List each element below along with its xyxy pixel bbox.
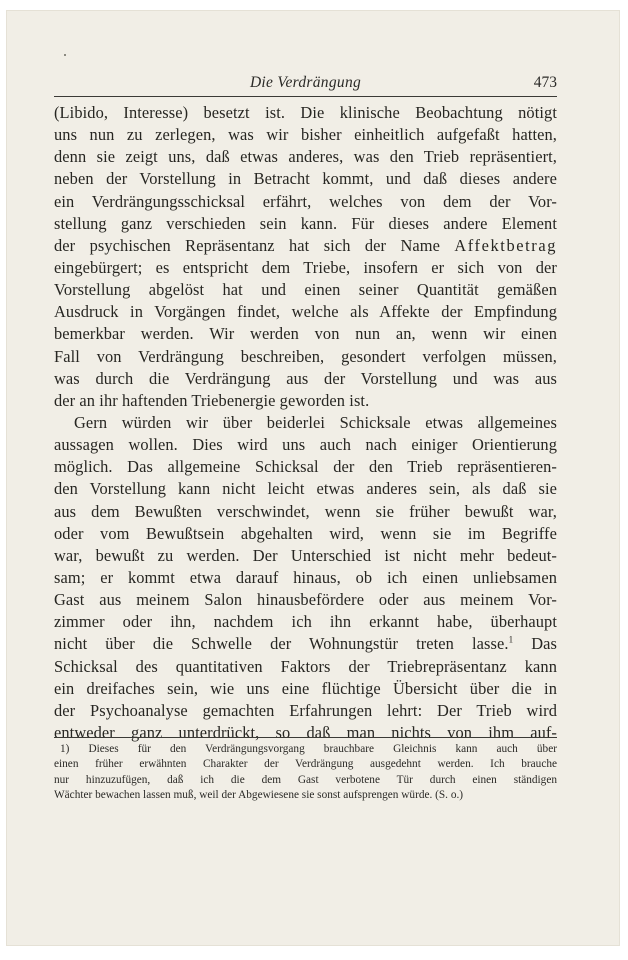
footnotes — [54, 742, 557, 803]
page-header — [54, 74, 557, 97]
text-segment: nicht über die Schwelle der Wohnungstür treten lasse. — [54, 634, 509, 654]
text-line: bemerkbar werden. Wir werden von nun an, wenn wir einen — [54, 324, 557, 344]
text-line: Gast aus meinem Salon hinausbefördere oder aus meinem Vor- — [54, 590, 557, 610]
paragraph-end-line: der an ihr haftenden Triebenergie geworden ist. — [54, 390, 370, 410]
text-line: neben der Vorstellung in Betracht kommt, und daß dieses andere — [54, 169, 557, 189]
footnote-line: Wächter bewachen lassen muß, weil der Abgewiesene sie sonst aufsprengen würde. (S. o.) — [54, 788, 464, 801]
text-line: ein Verdrängungsschicksal erfährt, welches von dem der Vor- — [54, 191, 557, 211]
text-line: Schicksal des quantitativen Faktors der Triebrepräsentanz kann — [54, 656, 557, 676]
text-line: der Psychoanalyse gemachten Erfahrungen lehrt: Der Trieb wird — [54, 700, 557, 720]
text-line: den Vorstellung kann nicht leicht etwas anderes sein, als daß sie — [54, 479, 557, 499]
text-line: aus dem Bewußten verschwindet, wenn sie früher bewußt war, — [54, 501, 557, 521]
page-number: 473 — [533, 74, 557, 91]
emphasized-term: Affektbetrag — [454, 235, 557, 255]
text-line: aussagen wollen. Dies wird uns auch nach einiger Orientierung — [54, 435, 557, 455]
paper-speck — [64, 54, 66, 56]
body-text — [54, 102, 557, 744]
text-segment: Das — [513, 634, 557, 654]
text-line: denn sie zeigt uns, daß etwas anderes, was den Trieb repräsentiert, — [54, 147, 557, 167]
running-title: Die Verdrängung — [249, 74, 362, 91]
text-line: was durch die Verdrängung aus der Vorstellung und was aus — [54, 368, 557, 388]
text-line — [54, 633, 557, 655]
footnote-line: nur hinzuzufügen, daß ich die dem Gast verbotene Tür durch einen ständigen — [54, 773, 557, 786]
paragraph-start-line: Gern würden wir über beiderlei Schicksale etwas allgemeines — [74, 412, 557, 432]
text-line: uns nun zu zerlegen, was wir bisher einheitlich aufgefaßt hatten, — [54, 125, 557, 145]
text-line: Vorstellung abgelöst hat und einen seiner Quantität gemäßen — [54, 280, 557, 300]
text-segment: der psychischen Repräsentanz hat sich der Name — [54, 235, 455, 255]
text-line: Ausdruck in Vorgängen findet, welche als Affekte der Empfindung — [54, 302, 557, 322]
text-line: möglich. Das allgemeine Schicksal der den Trieb repräsentieren- — [54, 457, 557, 477]
text-line: stellung ganz verschieden sein kann. Für dieses andere Element — [54, 213, 557, 233]
footnote-line: 1) Dieses für den Verdrängungsvorgang brauchbare Gleichnis kann auch über — [60, 743, 557, 755]
text-line: (Libido, Interesse) besetzt ist. Die klinische Beobachtung nötigt — [54, 103, 557, 122]
text-line: zimmer oder ihn, nachdem ich ihn erkannt habe, überhaupt — [54, 612, 557, 632]
text-line: eingebürgert; es entspricht dem Triebe, insofern er sich von der — [54, 257, 557, 277]
footnote-line: einen früher erwähnten Charakter der Verdrängung ausgedehnt werden. Ich brauche — [54, 758, 557, 771]
text-line — [54, 235, 557, 257]
text-line: war, bewußt zu werden. Der Unterschied ist nicht mehr bedeut- — [54, 545, 557, 565]
text-line: Fall von Verdrängung beschreiben, gesondert verfolgen müssen, — [54, 346, 557, 366]
footnote-divider — [54, 737, 557, 738]
text-line: entweder ganz unterdrückt, so daß man nichts von ihm auf- — [54, 722, 557, 742]
footnote-marker[interactable]: 1 — [508, 634, 514, 645]
text-line: oder vom Bewußtsein abgehalten wird, wenn sie im Begriffe — [54, 523, 557, 543]
text-line: sam; er kommt etwa darauf hinaus, ob ich einen unliebsamen — [54, 567, 557, 587]
text-line: ein dreifaches sein, wie uns eine flüchtige Übersicht über die in — [54, 678, 557, 698]
